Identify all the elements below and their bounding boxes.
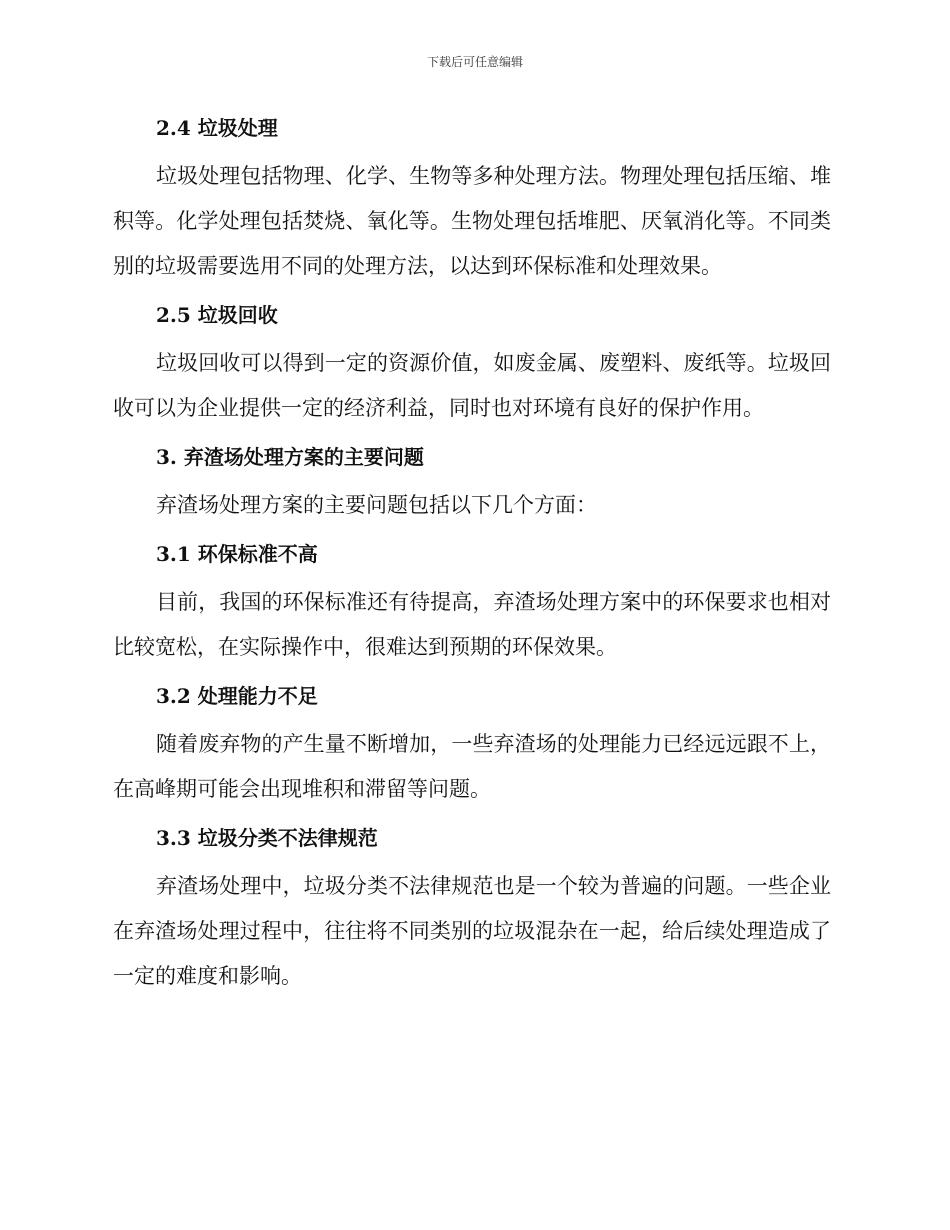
section-paragraph-3-1: 目前，我国的环保标准还有待提高，弃渣场处理方案中的环保要求也相对比较宽松，在实际操作中，很难达到预期的环保效果。 xyxy=(113,590,831,659)
section-paragraph-2-5: 垃圾回收可以得到一定的资源价值，如废金属、废塑料、废纸等。垃圾回收可以为企业提供一定的经济利益，同时也对环境有良好的保护作用。 xyxy=(113,351,831,420)
section-paragraph-2-4: 垃圾处理包括物理、化学、生物等多种处理方法。物理处理包括压缩、堆积等。化学处理包括焚烧、氧化等。生物处理包括堆肥、厌氧消化等。不同类别的垃圾需要选用不同的处理方法，以达到环保标准和处理效果。 xyxy=(113,164,831,278)
section-paragraph-3-3: 弃渣场处理中，垃圾分类不法律规范也是一个较为普遍的问题。一些企业在弃渣场处理过程中，往往将不同类别的垃圾混杂在一起，给后续处理造成了一定的难度和影响。 xyxy=(113,874,831,988)
document-body xyxy=(113,106,831,1003)
section-paragraph-3-2: 随着废弃物的产生量不断增加，一些弃渣场的处理能力已经远远跟不上，在高峰期可能会出现堆积和滞留等问题。 xyxy=(113,732,831,801)
section-heading-3: 3. 弃渣场处理方案的主要问题 xyxy=(156,445,424,469)
section-heading-2-4: 2.4 垃圾处理 xyxy=(156,116,278,140)
section-heading-2-5: 2.5 垃圾回收 xyxy=(156,303,278,327)
section-heading-3-2: 3.2 处理能力不足 xyxy=(156,684,318,708)
page-header-note: 下载后可任意编辑 xyxy=(426,55,523,69)
section-heading-3-3: 3.3 垃圾分类不法律规范 xyxy=(156,826,378,850)
section-paragraph-3: 弃渣场处理方案的主要问题包括以下几个方面： xyxy=(156,493,597,517)
section-heading-3-1: 3.1 环保标准不高 xyxy=(156,542,318,566)
